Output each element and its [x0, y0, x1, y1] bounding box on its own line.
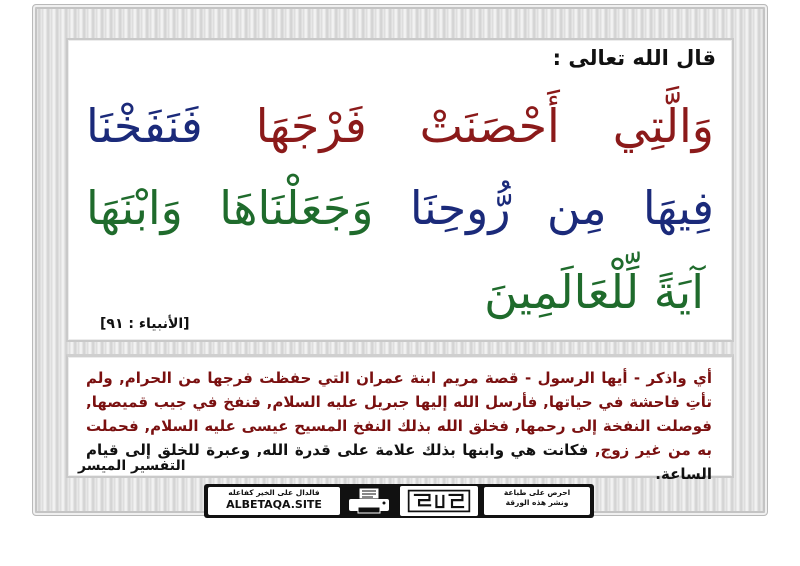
printer-icon: [346, 487, 392, 515]
footer-site-box: [208, 487, 340, 515]
footer-bar: [204, 484, 594, 518]
tafsir-text-black: فكانت هي وابنها بذلك علامة على قدرة الله, وعبرة للخلق إلى قيام الساعة.: [86, 441, 712, 483]
intro-heading: قال الله تعالى :: [552, 46, 716, 70]
footer-callout-line-1: احرص على طباعة: [503, 488, 571, 497]
verse-line-1-part-1: وَالَّتِي أَحْصَنَتْ فَرْجَهَا: [255, 99, 714, 153]
tafsir-source: التفسير الميسر: [78, 458, 186, 474]
footer-site-link[interactable]: ALBETAQA.SITE: [226, 498, 322, 511]
footer-callout-line-2: ونشر هذه الورقة: [505, 498, 569, 507]
verse-reference: [الأنبياء : ٩١]: [100, 316, 190, 332]
tafsir-text-red: أي واذكر - أيها الرسول - قصة مريم ابنة عمران التي حفظت فرجها من الحرام, ولم تأتِ فاحشة في حياتها, فأرسل الله إليها جبريل عليه السلام, فنفخ في جيب قميصها, فوصلت النفخة إلى رحمها, فخلق الله بذلك النفخ المسيح عيسى عليه السلام, فحملت به من غير زوج,: [86, 369, 713, 459]
footer-motto: فالدال على الخير كفاعله: [228, 488, 320, 497]
verse-line-3: آيَةً لِّلْعَالَمِينَ: [484, 265, 704, 319]
verse-line-1-part-2: فَنَفَخْنَا: [86, 99, 203, 153]
logo-badge: [400, 486, 478, 516]
verse-line-2-part-2: وَجَعَلْنَاهَا وَابْنَهَا: [86, 181, 374, 235]
verse-line-1: [86, 96, 714, 156]
verse-line-2-part-1: فِيهَا مِن رُّوحِنَا: [409, 181, 715, 235]
verse-line-2: [86, 178, 714, 238]
footer-callout-box: [484, 487, 590, 515]
